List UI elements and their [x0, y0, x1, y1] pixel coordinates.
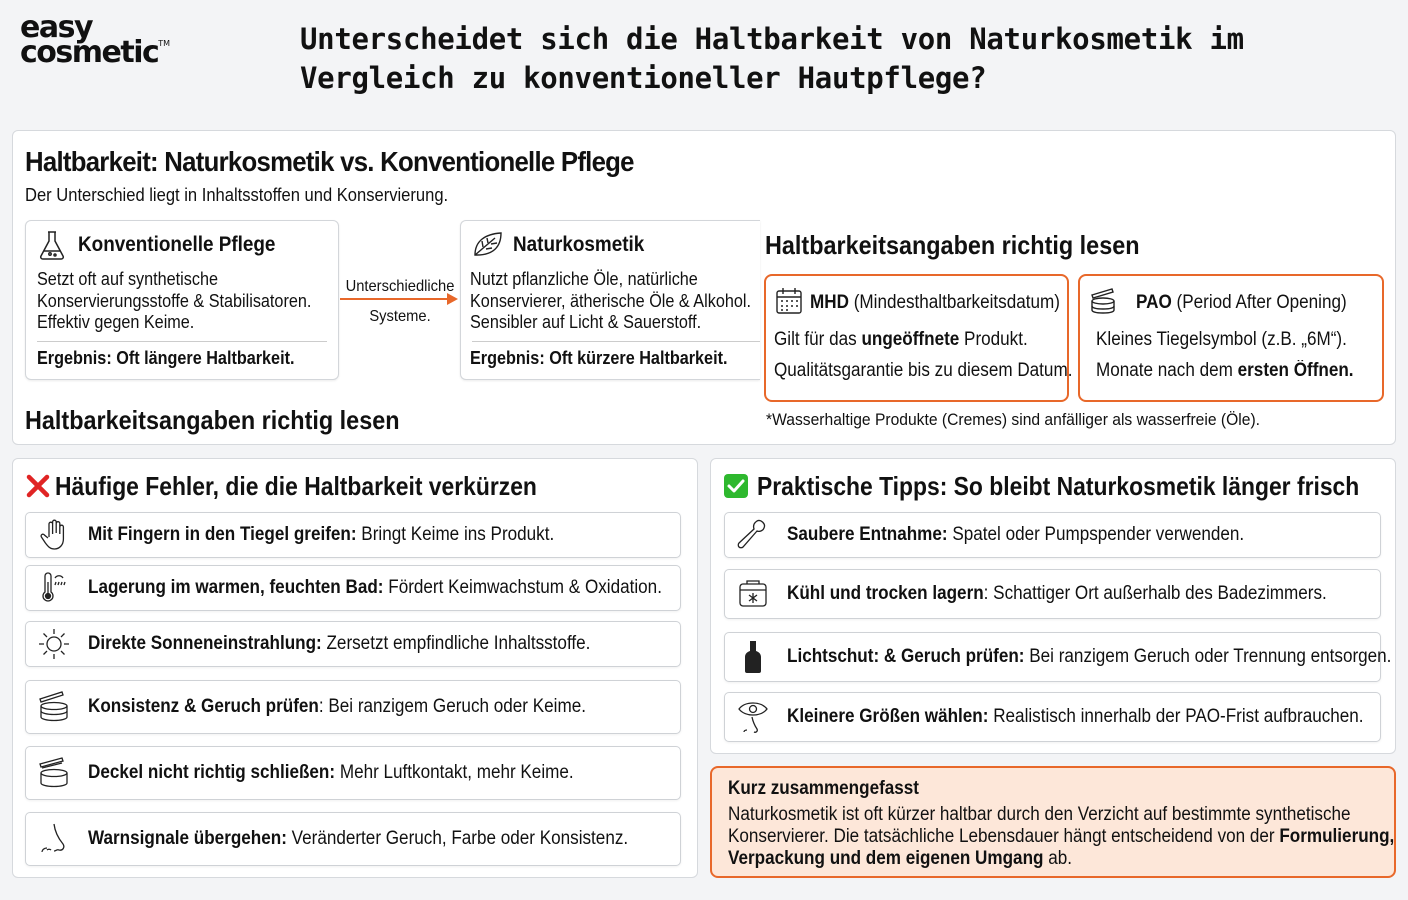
pao-line2-bold: ersten Öffnen. [1237, 360, 1354, 381]
nose-icon [36, 821, 72, 857]
tip-text [787, 524, 1244, 546]
arrow-right-icon [447, 293, 458, 305]
tip-item [724, 512, 1381, 558]
arrow-line [340, 298, 450, 300]
card-naturkosmetik-result: Ergebnis: Oft kürzere Haltbarkeit. [470, 348, 728, 368]
error-item [25, 812, 681, 866]
reading-note: *Wasserhaltige Produkte (Cremes) sind anfälliger als wasserfreie (Öle). [766, 410, 1260, 429]
error-desc: Zersetzt empfindliche Inhaltsstoffe. [321, 633, 591, 654]
error-desc: : Bei ranzigem Geruch oder Keime. [318, 696, 586, 717]
card-naturkosmetik-body [470, 269, 751, 334]
cross-icon [25, 473, 51, 499]
error-text [88, 577, 662, 599]
error-desc: Mehr Luftkontakt, mehr Keime. [335, 762, 574, 783]
tip-text [787, 583, 1327, 605]
logo-line1: easy [20, 10, 93, 45]
bottle-icon [735, 639, 771, 675]
summary-line2-bold: Formulierung, [1279, 826, 1395, 847]
card-naturkosmetik-line: Sensibler auf Licht & Sauerstoff. [470, 312, 702, 332]
error-text [88, 633, 590, 655]
mhd-full: (Mindesthaltbarkeitsdatum) [848, 292, 1060, 313]
card-naturkosmetik [460, 220, 760, 380]
tip-item [724, 569, 1381, 619]
tip-text [787, 706, 1364, 728]
card-konventionell-body [37, 269, 311, 334]
hand-icon [36, 517, 72, 553]
tip-desc: Spatel oder Pumpspender verwenden. [947, 524, 1245, 545]
error-desc: Bringt Keime ins Produkt. [356, 524, 555, 545]
mhd-heading [810, 292, 1060, 314]
brand-logo [20, 10, 171, 70]
error-desc: Veränderter Geruch, Farbe oder Konsistenz. [286, 828, 629, 849]
error-text [88, 828, 628, 850]
card-konventionell-title: Konventionelle Pflege [78, 233, 276, 256]
jar-lid-icon [36, 755, 72, 791]
pao-line1: Kleines Tiegelsymbol (z.B. „6M“). [1096, 329, 1347, 350]
check-icon [723, 473, 749, 499]
summary-line1: Naturkosmetik ist oft kürzer haltbar durch den Verzicht auf bestimmte synthetische [728, 804, 1351, 825]
arrow-label-line1: Unterschiedliche [345, 278, 455, 295]
error-bold: Direkte Sonneneinstrahlung: [88, 633, 322, 654]
pao-full: (Period After Opening) [1171, 292, 1347, 313]
mhd-box [764, 274, 1073, 402]
pao-heading [1136, 292, 1347, 314]
page-title-line1: Unterscheidet sich die Haltbarkeit von Naturkosmetik im [300, 22, 1244, 56]
tip-bold: Kleinere Größen wählen: [787, 706, 989, 727]
tip-bold: Saubere Entnahme: [787, 524, 948, 545]
error-bold: Deckel nicht richtig schließen: [88, 762, 336, 783]
error-item [25, 512, 681, 558]
error-text [88, 524, 554, 546]
tip-desc: Realistisch innerhalb der PAO-Frist aufbrauchen. [988, 706, 1364, 727]
error-desc: Fördert Keimwachstum & Oxidation. [383, 577, 662, 598]
arrow-label [345, 272, 455, 332]
card-naturkosmetik-line: Nutzt pflanzliche Öle, natürliche [470, 269, 698, 289]
error-item [25, 565, 681, 611]
card-konventionell-line: Effektiv gegen Keime. [37, 312, 195, 332]
mhd-line1 [774, 329, 1028, 351]
mhd-line2: Qualitätsgarantie bis zu diesem Datum. [774, 360, 1073, 381]
tip-desc: Bei ranzigem Geruch oder Trennung entsorgen. [1024, 646, 1392, 667]
error-bold: Lagerung im warmen, feuchten Bad: [88, 577, 384, 598]
error-bold: Mit Fingern in den Tiegel greifen: [88, 524, 357, 545]
jar-icon [36, 689, 72, 725]
pao-line2 [1096, 360, 1354, 382]
summary-line2 [728, 826, 1394, 848]
error-item [25, 680, 681, 734]
summary-line3 [728, 848, 1394, 870]
logo-tm: TM [158, 38, 171, 48]
reading-title-left: Haltbarkeitsangaben richtig lesen [25, 405, 400, 435]
errors-title: Häufige Fehler, die die Haltbarkeit verkürzen [55, 471, 537, 501]
tip-item [724, 692, 1381, 742]
divider [472, 341, 760, 342]
eye-nose-icon [735, 699, 771, 735]
pao-abbr: PAO [1136, 292, 1172, 313]
comparison-subtitle: Der Unterschied liegt in Inhaltsstoffen und Konservierung. [25, 185, 449, 205]
cooler-icon [735, 576, 771, 612]
mhd-line1-bold: ungeöffnete [861, 329, 960, 350]
error-item [25, 621, 681, 667]
error-bold: Warnsignale übergehen: [88, 828, 287, 849]
pao-line2-pre: Monate nach dem [1096, 360, 1238, 381]
card-konventionell-line: Setzt oft auf synthetische [37, 269, 219, 289]
card-konventionell-result: Ergebnis: Oft längere Haltbarkeit. [37, 348, 295, 368]
mhd-abbr: MHD [810, 292, 849, 313]
summary-line2-pre: Konservierer. Die tatsächliche Lebensdauer hängt entscheidend von der [728, 826, 1280, 847]
error-text [88, 696, 586, 718]
summary-body [728, 804, 1394, 870]
tips-title: Praktische Tipps: So bleibt Naturkosmetik länger frisch [757, 471, 1360, 501]
thermometer-icon [36, 570, 72, 606]
summary-title: Kurz zusammengefasst [728, 778, 920, 799]
page-title [300, 20, 1300, 98]
logo-line2: cosmetic [20, 34, 159, 70]
card-naturkosmetik-line: Konservierer, ätherische Öle & Alkohol. [470, 290, 751, 311]
divider [37, 341, 327, 342]
tip-bold: Kühl und trocken lagern [787, 583, 984, 604]
tip-text [787, 646, 1391, 668]
tip-bold: Lichtschut: & Geruch prüfen: [787, 646, 1025, 667]
summary-line3-bold: Verpackung und dem eigenen Umgang [728, 848, 1044, 869]
flask-icon [36, 229, 68, 261]
error-item [25, 746, 681, 800]
open-jar-icon [1088, 286, 1118, 316]
summary-line3-post: ab. [1043, 848, 1072, 869]
summary-box [710, 766, 1396, 878]
page-title-line2: Vergleich zu konventioneller Hautpflege? [300, 61, 987, 95]
error-text [88, 762, 574, 784]
calendar-icon [774, 286, 804, 316]
card-naturkosmetik-title: Naturkosmetik [513, 233, 645, 256]
error-bold: Konsistenz & Geruch prüfen [88, 696, 319, 717]
mhd-line1-post: Produkt. [959, 329, 1028, 350]
reading-title: Haltbarkeitsangaben richtig lesen [765, 230, 1140, 260]
card-konventionell-line: Konservierungsstoffe & Stabilisatoren. [37, 290, 312, 311]
pao-box [1078, 274, 1384, 402]
tip-desc: : Schattiger Ort außerhalb des Badezimmers. [983, 583, 1327, 604]
comparison-title: Haltbarkeit: Naturkosmetik vs. Konventionelle Pflege [25, 146, 634, 177]
arrow-label-line2: Systeme. [369, 308, 431, 325]
mhd-line1-pre: Gilt für das [774, 329, 862, 350]
sun-icon [36, 626, 72, 662]
spatula-icon [735, 517, 771, 553]
card-konventionell [25, 220, 339, 380]
tip-item [724, 632, 1392, 682]
leaf-icon [471, 229, 503, 261]
